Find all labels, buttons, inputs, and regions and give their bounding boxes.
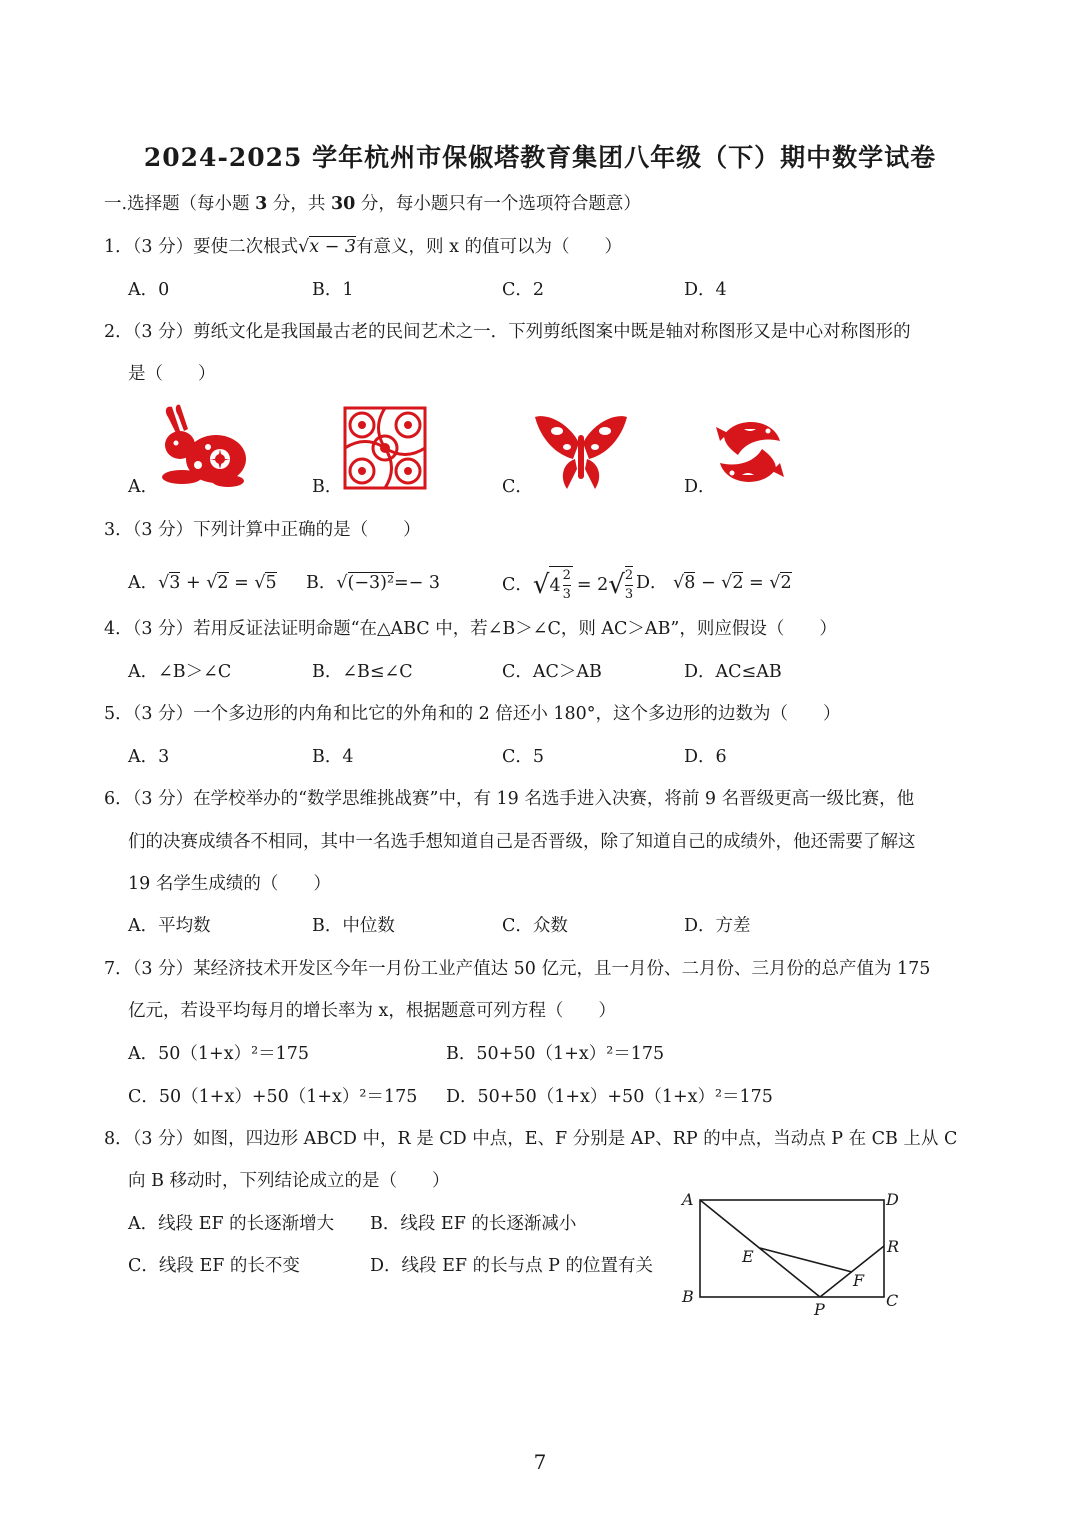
- q3-c-denominator: 3: [562, 587, 571, 602]
- question-6-stem-line1: 6．（3 分）在学校举办的“数学思维挑战赛”中，有 19 名选手进入决赛，将前 9 名晋级更高一级比赛，他: [104, 789, 915, 809]
- q4-option-c[interactable]: C．AC＞AB: [502, 662, 602, 682]
- question-7-stem-line2: 亿元，若设平均每月的增长率为 x，根据题意可列方程（ ）: [128, 1001, 616, 1021]
- q3-option-d[interactable]: [636, 571, 792, 595]
- q4-option-a[interactable]: A．∠B＞∠C: [128, 662, 232, 682]
- q1-option-b[interactable]: B．1: [312, 280, 354, 300]
- question-5-stem: 5．（3 分）一个多边形的内角和比它的外角和的 2 倍还小 180°，这个多边形的边数为（ ）: [104, 704, 841, 724]
- q3-b-expression: √(−3)²=− 3: [336, 573, 441, 593]
- point-label-e: E: [742, 1247, 754, 1266]
- q2-option-b[interactable]: B．: [312, 477, 343, 497]
- point-label-a: A: [682, 1190, 694, 1209]
- quadrilateral-abcd-figure: [678, 1186, 908, 1324]
- q3-c-coefficient: = 2: [576, 575, 609, 595]
- q5-option-c[interactable]: C．5: [502, 747, 545, 767]
- q3-a-expression: √3 + √2 = √5: [158, 573, 277, 593]
- q8-option-a[interactable]: A．线段 EF 的长逐渐增大: [128, 1214, 335, 1234]
- section-heading: [104, 192, 641, 216]
- q3-d-expression: √8 − √2 = √2: [667, 573, 792, 593]
- q1-text-pre: 1．（3 分）要使二次根式: [104, 237, 299, 257]
- q3-d-radicand-1: 8: [684, 573, 696, 593]
- section-text-3: 分，每小题只有一个选项符合题意）: [355, 194, 641, 214]
- flower-pattern-papercut-icon: [342, 405, 428, 491]
- section-text-2: 分，共: [267, 194, 331, 214]
- q8-option-c[interactable]: C．线段 EF 的长不变: [128, 1256, 300, 1276]
- q3-option-b-label: B．: [306, 573, 337, 593]
- fish-papercut-icon: [714, 415, 786, 489]
- q3-c-denominator-2: 3: [624, 587, 634, 602]
- q1-option-c[interactable]: C．2: [502, 280, 545, 300]
- question-6-stem-line3: 19 名学生成绩的（ ）: [128, 874, 331, 894]
- section-text-1: 一.选择题（每小题: [104, 194, 256, 214]
- point-label-b: B: [682, 1287, 694, 1306]
- q6-option-b[interactable]: B．中位数: [312, 916, 395, 936]
- q3-option-d-label: D．: [636, 573, 668, 593]
- q4-option-d[interactable]: D．AC≤AB: [684, 662, 782, 682]
- q1-option-a[interactable]: A．0: [128, 280, 170, 300]
- point-label-r: R: [887, 1237, 900, 1256]
- q4-option-b[interactable]: B．∠B≤∠C: [312, 662, 413, 682]
- q6-option-d[interactable]: D．方差: [684, 916, 751, 936]
- q3-c-numerator-2: 2: [625, 567, 633, 586]
- q3-d-radicand-3: 2: [780, 573, 792, 593]
- q3-option-c-label: C．: [502, 575, 533, 595]
- point-label-c: C: [886, 1291, 899, 1310]
- q3-c-whole: 4: [549, 575, 561, 596]
- question-3-stem: 3．（3 分）下列计算中正确的是（ ）: [104, 520, 421, 540]
- q8-option-b[interactable]: B．线段 EF 的长逐渐减小: [370, 1214, 577, 1234]
- q3-a-radicand-1: 3: [169, 573, 181, 593]
- q6-option-a[interactable]: A．平均数: [128, 916, 211, 936]
- question-6-stem-line2: 们的决赛成绩各不相同，其中一名选手想知道自己是否晋级，除了知道自己的成绩外，他还需要了解这: [128, 832, 916, 852]
- q7-option-c[interactable]: C．50（1+x）+50（1+x）²＝175: [128, 1087, 418, 1107]
- q3-option-b[interactable]: [306, 571, 440, 595]
- q5-option-d[interactable]: D．6: [684, 747, 727, 767]
- q6-option-c[interactable]: C．众数: [502, 916, 568, 936]
- q1-radicand: x − 3: [309, 237, 357, 257]
- section-points-total: 30: [330, 194, 356, 214]
- q3-option-a-label: A．: [128, 573, 159, 593]
- section-points-each: 3: [255, 194, 268, 214]
- butterfly-papercut-icon: [533, 413, 629, 493]
- q5-option-a[interactable]: A．3: [128, 747, 170, 767]
- sqrt-expression: √x − 3: [298, 237, 357, 257]
- page-number: 7: [533, 1450, 547, 1474]
- q2-option-d[interactable]: D．: [684, 477, 716, 497]
- q3-a-radicand-2: 2: [217, 573, 229, 593]
- page-title: 2024-2025 学年杭州市保俶塔教育集团八年级（下）期中数学试卷: [143, 143, 937, 172]
- question-1-stem: [104, 235, 622, 259]
- q2-option-a[interactable]: A．: [128, 477, 159, 497]
- point-label-d: D: [886, 1190, 899, 1209]
- q7-option-a[interactable]: A．50（1+x）²＝175: [128, 1044, 309, 1064]
- rabbit-papercut-icon: [158, 403, 250, 489]
- question-8-stem-line1: 8．（3 分）如图，四边形 ABCD 中，R 是 CD 中点，E、F 分别是 AP、RP 的中点，当动点 P 在 CB 上从 C: [104, 1129, 958, 1149]
- q8-option-d[interactable]: D．线段 EF 的长与点 P 的位置有关: [370, 1256, 653, 1276]
- q2-option-c[interactable]: C．: [502, 477, 533, 497]
- q3-c-numerator: 2: [563, 567, 571, 586]
- question-8-stem-line2: 向 B 移动时，下列结论成立的是（ ）: [128, 1171, 450, 1191]
- q3-b-radicand: (−3)²: [347, 573, 394, 593]
- point-label-f: F: [853, 1271, 865, 1290]
- q7-option-d[interactable]: D．50+50（1+x）+50（1+x）²＝175: [446, 1087, 773, 1107]
- question-4-stem: 4．（3 分）若用反证法证明命题“在△ABC 中，若∠B＞∠C，则 AC＞AB”，则应假设（ ）: [104, 619, 837, 639]
- q5-option-b[interactable]: B．4: [312, 747, 354, 767]
- q1-option-d[interactable]: D．4: [684, 280, 727, 300]
- q3-d-radicand-2: 2: [732, 573, 744, 593]
- point-label-p: P: [814, 1300, 825, 1319]
- q3-option-a[interactable]: [128, 571, 277, 595]
- q7-option-b[interactable]: B．50+50（1+x）²＝175: [446, 1044, 665, 1064]
- question-7-stem-line1: 7．（3 分）某经济技术开发区今年一月份工业产值达 50 亿元，且一月份、二月份、三月份的总产值为 175: [104, 959, 931, 979]
- q3-option-c[interactable]: [502, 566, 633, 604]
- q1-text-post: 有意义，则 x 的值可以为（ ）: [356, 237, 623, 257]
- question-2-stem-line1: 2．（3 分）剪纸文化是我国最古老的民间艺术之一．下列剪纸图案中既是轴对称图形又是中心对称图形的: [104, 322, 911, 342]
- q3-c-expression: √ 4 $\frac{2}{3}$ = 2 √ $\frac{2}{3}$: [532, 568, 634, 602]
- question-2-stem-line2: 是（ ）: [128, 364, 216, 384]
- q3-a-radicand-3: 5: [265, 573, 277, 593]
- q3-b-rhs: =− 3: [394, 573, 441, 593]
